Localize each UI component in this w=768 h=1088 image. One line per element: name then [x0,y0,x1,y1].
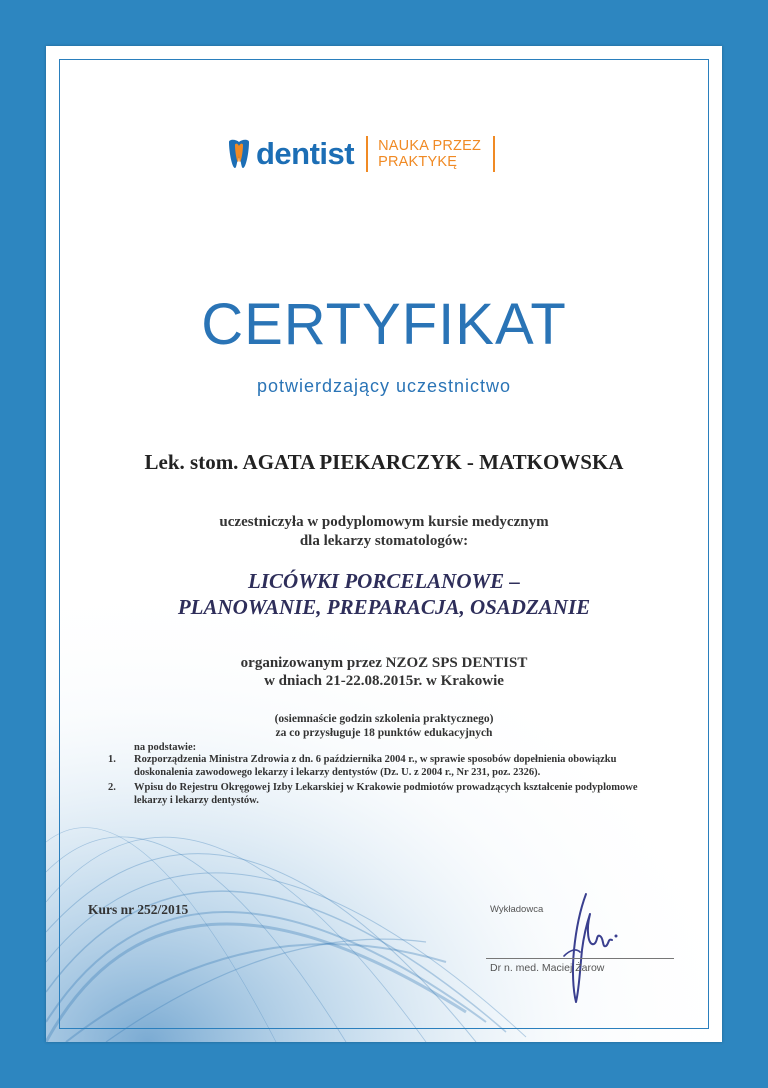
signature-line [486,958,674,959]
logo-wordmark: dentist [256,136,355,171]
dentist-logo [226,134,495,174]
certificate-subtitle: potwierdzający uczestnictwo [256,376,512,396]
legal-item-number: 1. [108,754,116,765]
certificate-title: CERTYFIKAT [201,292,567,357]
course-title-line-2: PLANOWANIE, PREPARACJA, OSADZANIE [177,595,591,619]
logo-tagline [378,138,481,170]
points-line: za co przysługuje 18 punktów edukacyjnych [275,727,493,739]
legal-item-text: Wpisu do Rejestru Okręgowej Izby Lekarskiej w Krakowie podmiotów prowadzących kształcenie podyplomowe lekarzy i lekarzy dentystów. [134,782,638,806]
legal-basis-list [108,754,668,810]
participation-line-2: dla lekarzy stomatologów: [299,533,469,549]
legal-item-text: Rozporządzenia Ministra Zdrowia z dn. 6 października 2004 r., w sprawie sposobów dopełnienia obowiązku doskonalenia zawodowego lekarzy i lekarzy dentystów (Dz. U. z 2004 r., Nr 231, poz. 2326). [134,754,617,778]
participation-line-1: uczestniczyła w podyplomowym kursie medycznym [219,514,549,530]
legal-item [108,754,668,779]
date-line: w dniach 21-22.08.2015r. w Krakowie [264,673,504,689]
organizer-statement [46,654,722,690]
recipient-name: Lek. stom. AGATA PIEKARCZYK - MATKOWSKA [144,450,624,474]
hours-line: (osiemnaście godzin szkolenia praktycznego) [274,713,494,725]
lecturer-name: Dr n. med. Maciej Żarow [490,962,605,974]
lecturer-signature [546,890,626,1006]
tagline-line-1: NAUKA PRZEZ [378,138,482,154]
organizer-line: organizowanym przez NZOZ SPS DENTIST [240,655,528,671]
training-hours [46,712,722,740]
legal-basis-label: na podstawie: [134,742,197,753]
course-title-line-1: LICÓWKI PORCELANOWE – [248,569,520,593]
course-title [46,568,722,620]
logo-divider [366,136,368,172]
tooth-logo-icon [226,138,252,170]
certificate-sheet [46,46,722,1042]
legal-item-number: 2. [108,782,116,793]
logo-divider-right [493,136,495,172]
legal-item [108,782,668,807]
course-number: Kurs nr 252/2015 [88,902,189,917]
participation-statement [46,513,722,551]
tagline-line-2: PRAKTYKĘ [378,154,458,170]
lecturer-label: Wykładowca [490,904,544,915]
